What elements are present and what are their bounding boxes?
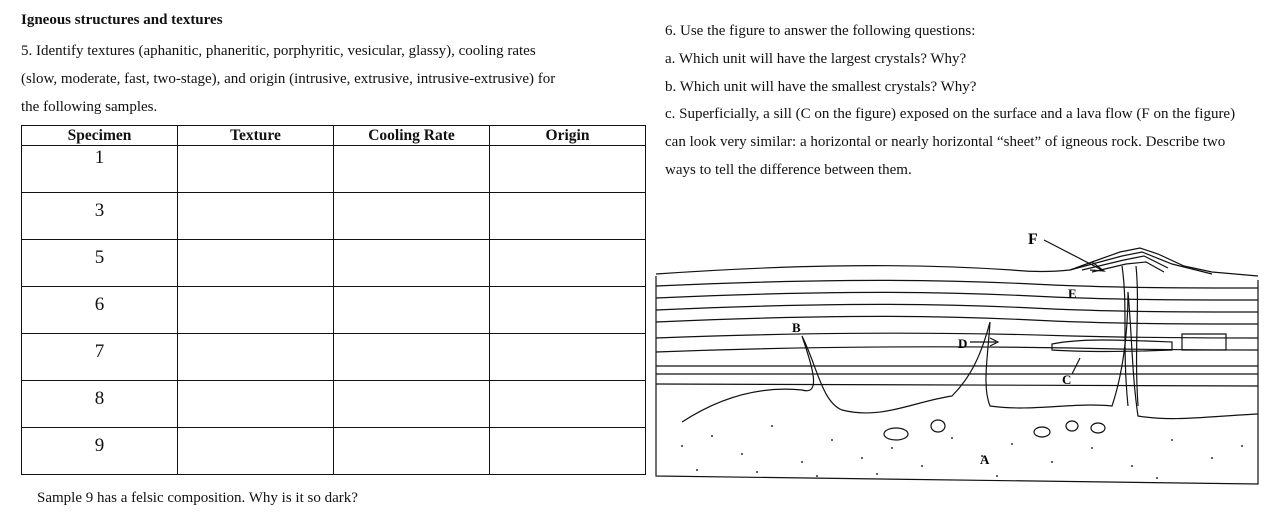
f-arrow [1044,240,1102,270]
question-5-line-1: 5. Identify textures (aphanitic, phaneritic, porphyritic, vesicular, glassy), cooling rates [21,43,536,59]
origin-cell[interactable] [490,240,646,287]
specimen-cell [22,240,178,287]
cooling-rate-cell[interactable] [334,240,490,287]
texture-cell[interactable] [178,193,334,240]
specimen-cell [22,334,178,381]
specimen-cell [22,287,178,334]
table-row [22,240,646,287]
table-header-row [22,126,646,146]
specimen-number: 5 [94,247,105,268]
specimen-number: 6 [94,294,105,315]
specimen-number: 3 [94,200,105,221]
question-6c-line-3: ways to tell the difference between them. [665,162,912,178]
question-6-intro: 6. Use the figure to answer the following questions: [665,23,976,39]
question-5-line-2: (slow, moderate, fast, two-stage), and origin (intrusive, extrusive, intrusive-extrusive) for [21,71,556,87]
label-e: E [1068,286,1077,301]
question-6a: a. Which unit will have the largest crystals? Why? [665,51,967,67]
table-row [22,193,646,240]
specimen-cell [22,193,178,240]
label-d: D [958,336,968,351]
header-texture: Texture [178,126,334,146]
texture-cell[interactable] [178,146,334,193]
texture-cell[interactable] [178,240,334,287]
label-f: F [1028,231,1038,248]
origin-cell[interactable] [490,334,646,381]
texture-cell[interactable] [178,287,334,334]
table-row [22,287,646,334]
specimen-cell [22,146,178,193]
cooling-rate-cell[interactable] [334,334,490,381]
table-row [22,428,646,475]
header-specimen: Specimen [22,126,178,146]
texture-cell[interactable] [178,428,334,475]
specimen-number: 7 [94,341,105,362]
table-row [22,146,646,193]
question-6b: b. Which unit will have the smallest crystals? Why? [665,79,977,95]
cooling-rate-cell[interactable] [334,193,490,240]
page-title: Igneous structures and textures [21,12,223,28]
specimen-cell [22,428,178,475]
specimen-number: 8 [94,388,105,409]
origin-cell[interactable] [490,287,646,334]
cooling-rate-cell[interactable] [334,146,490,193]
sample-9-question: Sample 9 has a felsic composition. Why is it so dark? [37,490,358,506]
table-row [22,381,646,428]
specimen-cell [22,381,178,428]
label-c: C [1062,372,1072,387]
origin-cell[interactable] [490,193,646,240]
cooling-rate-cell[interactable] [334,287,490,334]
header-origin: Origin [490,126,646,146]
igneous-cross-section-figure [652,226,1264,490]
sediment-layer [656,280,1258,288]
specimen-table [21,125,646,475]
label-b: B [792,320,801,335]
origin-cell[interactable] [490,381,646,428]
specimen-number: 1 [94,147,105,168]
origin-cell[interactable] [490,146,646,193]
cooling-rate-cell[interactable] [334,428,490,475]
table-row [22,334,646,381]
cooling-rate-cell[interactable] [334,381,490,428]
label-a: A [980,452,990,467]
question-5-line-3: the following samples. [21,99,158,115]
specimen-number: 9 [94,435,105,456]
texture-cell[interactable] [178,381,334,428]
texture-cell[interactable] [178,334,334,381]
header-cooling-rate: Cooling Rate [334,126,490,146]
question-6c-line-2: can look very similar: a horizontal or nearly horizontal “sheet” of igneous rock. Describe two [665,134,1226,150]
origin-cell[interactable] [490,428,646,475]
question-6c-line-1: c. Superficially, a sill (C on the figure) exposed on the surface and a lava flow (F on the figure) [665,106,1236,122]
